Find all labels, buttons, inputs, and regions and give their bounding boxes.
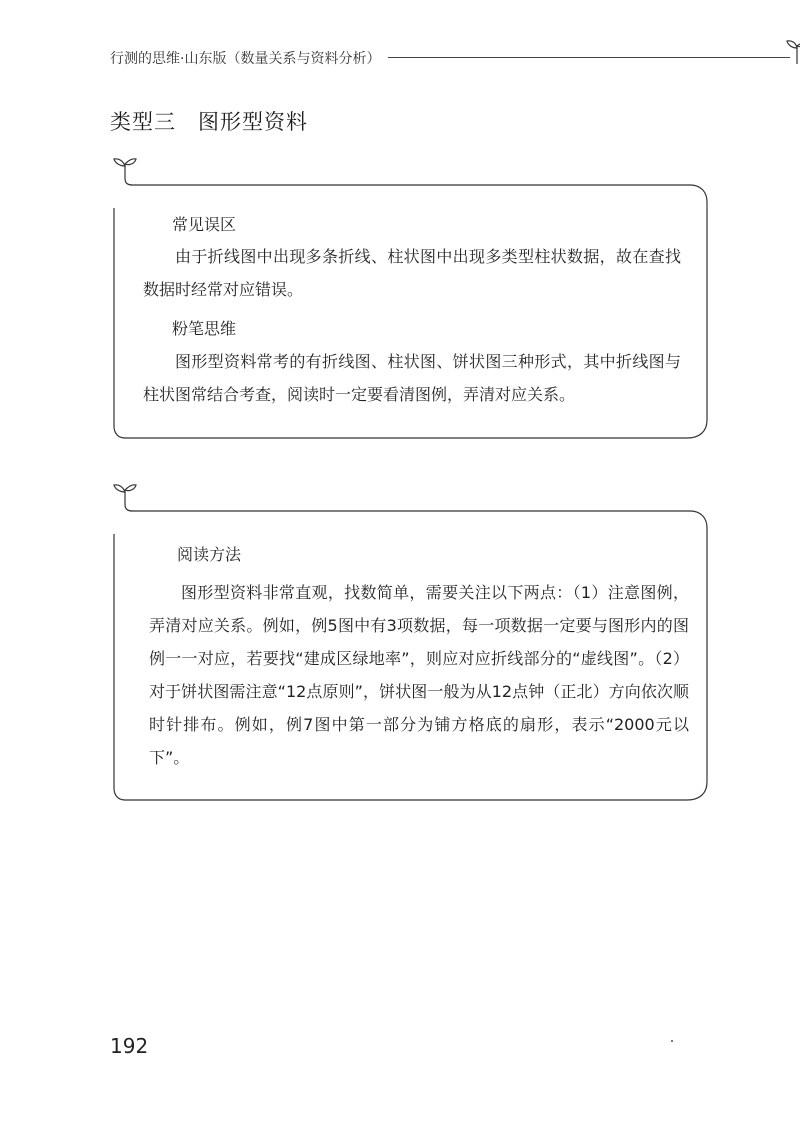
sprout-icon [114,159,136,178]
paragraph-reading-method: 图形型资料非常直观，找数简单，需要关注以下两点：（1）注意图例，弄清对应关系。例如，例5图中有3项数据，每一项数据一定要与图形内的图例一一对应，若要找“建成区绿地率”，则应对应折线部分的“虚线图”。（2）对于饼状图需注意“12点原则”，饼状图一般为从12点钟（正北）方向依次顺时针排布。例如，例7图中第一部分为铺方格底的扇形，表示“2000元以下”。 [149,583,689,767]
common-mistakes-box [105,150,715,450]
header-title: 行测的思维·山东版（数量关系与资料分析） [110,51,381,67]
reading-method-box [105,478,715,808]
paragraph-common-mistakes: 由于折线图中出现多条折线、柱状图中出现多类型柱状数据，故在查找数据时经常对应错误。 [143,247,681,299]
running-header [110,42,710,72]
section-title: 类型三 图形型资料 [110,110,308,134]
sprout-icon [785,36,800,66]
sprout-icon [114,485,136,504]
page-number: 192 [110,1034,149,1058]
heading-reading-method: 阅读方法 [177,545,242,564]
heading-chalk-thinking: 粉笔思维 [172,319,237,338]
scan-speck [671,1040,673,1042]
heading-common-mistakes: 常见误区 [172,215,237,234]
header-rule [388,57,790,58]
paragraph-chalk-thinking: 图形型资料常考的有折线图、柱状图、饼状图三种形式，其中折线图与柱状图常结合考查，阅读时一定要看清图例，弄清对应关系。 [143,352,681,404]
